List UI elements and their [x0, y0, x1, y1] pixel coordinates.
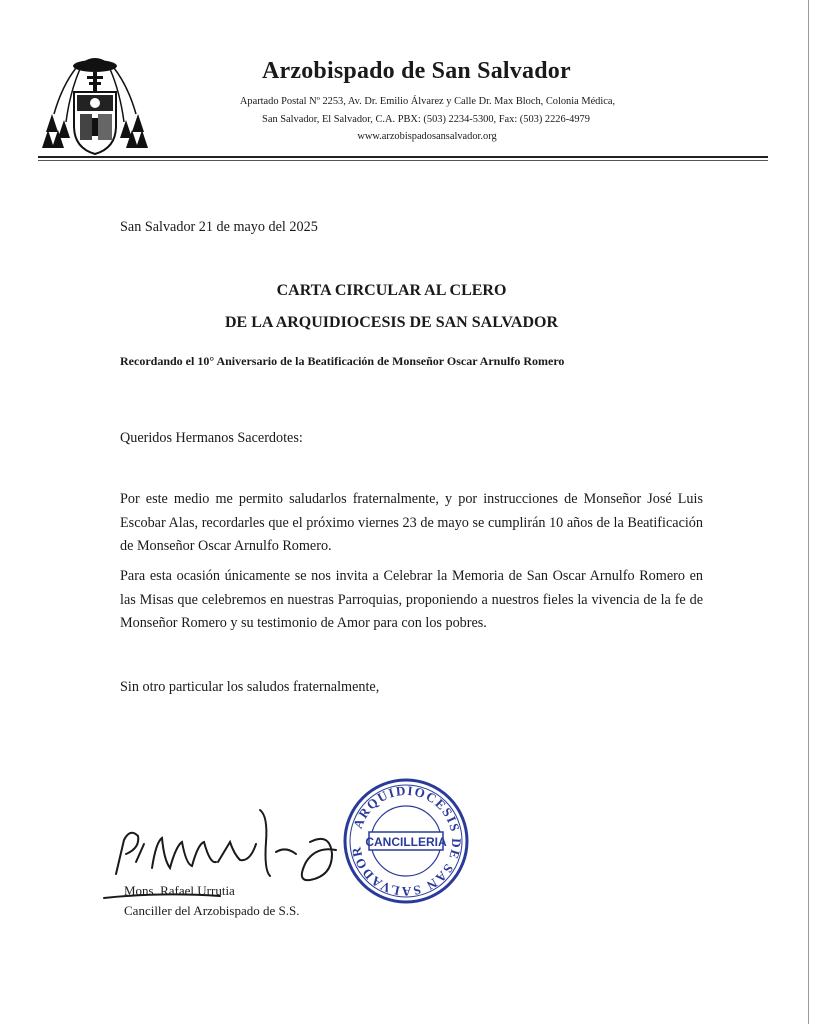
svg-text:ARQUIDIOCESIS DE SAN SALVADOR: ARQUIDIOCESIS DE SAN SALVADOR	[348, 782, 465, 900]
letter-title-line-1: CARTA CIRCULAR AL CLERO	[276, 282, 507, 299]
organization-name: Arzobispado de San Salvador	[262, 58, 571, 84]
address-line-1: Apartado Postal Nº 2253, Av. Dr. Emilio Álvarez y Calle Dr. Max Bloch, Colonia Médica,	[239, 96, 616, 107]
svg-text:CANCILLERIA: CANCILLERIA	[365, 835, 447, 849]
page-edge-line	[808, 0, 809, 1024]
letter-title-line-2: DE LA ARQUIDIOCESIS DE SAN SALVADOR	[225, 314, 558, 331]
header-divider	[38, 156, 768, 158]
address-line-2: San Salvador, El Salvador, C.A. PBX: (503) 2234-5300, Fax: (503) 2226-4979	[262, 114, 590, 125]
website-text: www.arzobispadosansalvador.org	[357, 131, 497, 142]
letter-date: San Salvador 21 de mayo del 2025	[120, 219, 318, 235]
signatory-role: Canciller del Arzobispado de S.S.	[124, 903, 300, 918]
header-divider-thin	[38, 160, 768, 161]
letter-paragraph-2: Para esta ocasión únicamente se nos invita a Celebrar la Memoria de San Oscar Arnulfo Romero en las Misas que celebremos en nuestras Parroquias, proponiendo a nuestros fieles la vivencia de la fe de Monseñor Romero y su testimonio de Amor para con los pobres.	[120, 568, 703, 631]
letter-closing: Sin otro particular los saludos fraternalmente,	[120, 679, 380, 695]
chancery-seal-stamp	[341, 776, 471, 906]
letter-paragraph-1: Por este medio me permito saludarlos fraternalmente, y por instrucciones de Monseñor José Luis Escobar Alas, recordarles que el próximo viernes 23 de mayo se cumplirán 10 años de la Beatificación de Monseñor Oscar Arnulfo Romero.	[120, 491, 703, 554]
archdiocese-crest-icon	[40, 52, 150, 162]
letter-subtitle: Recordando el 10° Aniversario de la Beatificación de Monseñor Oscar Arnulfo Romero	[120, 354, 565, 368]
signatory-name: Mons. Rafael Urrutia	[124, 883, 235, 898]
letter-greeting: Queridos Hermanos Sacerdotes:	[120, 430, 303, 446]
